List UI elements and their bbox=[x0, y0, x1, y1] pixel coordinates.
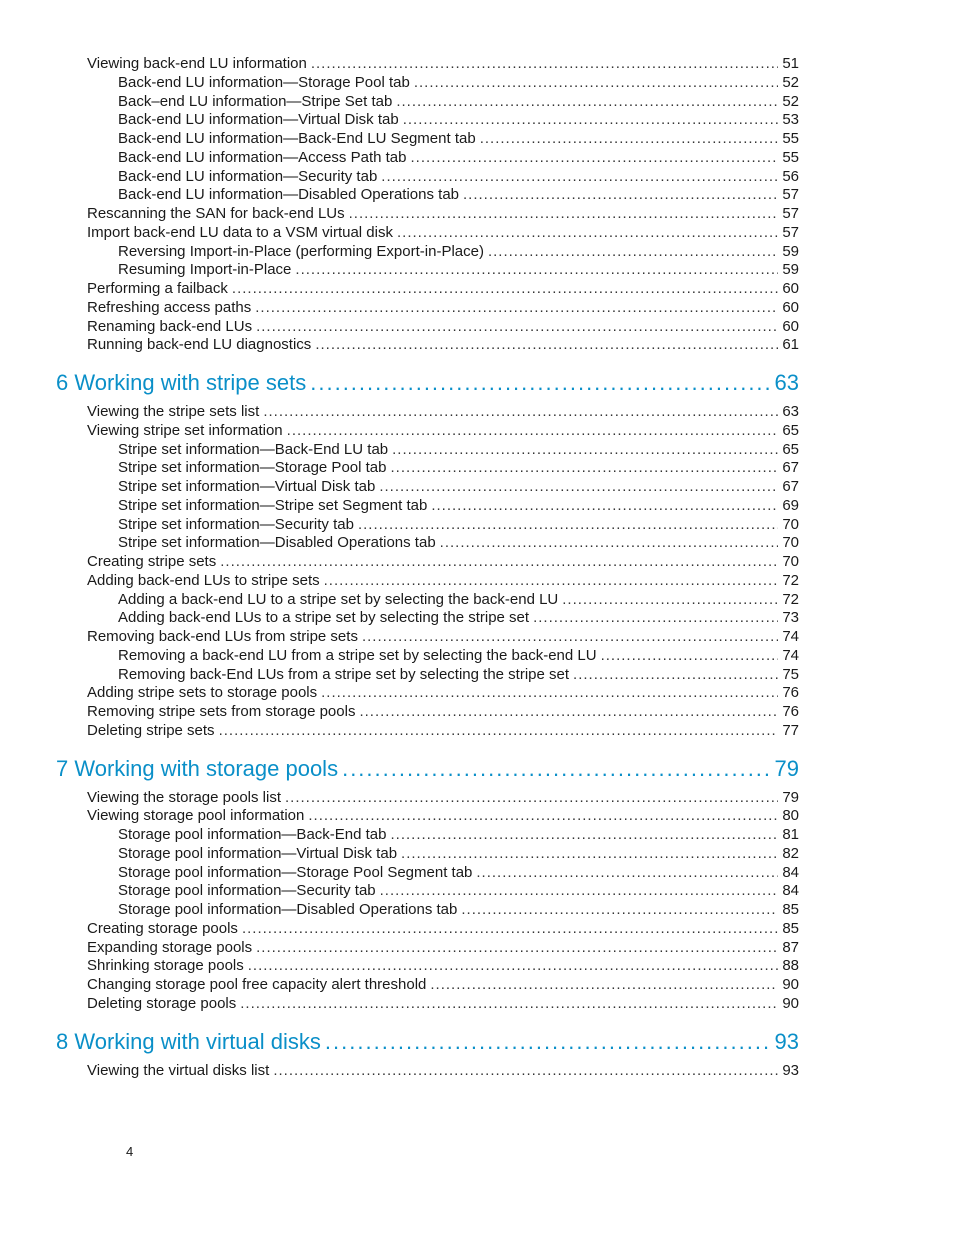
toc-entry-title: Back-end LU information—Storage Pool tab bbox=[118, 73, 410, 91]
toc-entry-page: 60 bbox=[782, 298, 799, 316]
toc-entry-page: 61 bbox=[782, 336, 799, 354]
dot-leader bbox=[410, 148, 778, 167]
dot-leader bbox=[430, 975, 778, 994]
toc-entry-title: Changing storage pool free capacity alert threshold bbox=[87, 976, 427, 993]
dot-leader bbox=[255, 298, 778, 317]
toc-entry-page: 63 bbox=[774, 370, 799, 395]
toc-entry[interactable] bbox=[118, 863, 799, 882]
toc-entry[interactable] bbox=[87, 317, 799, 336]
toc-entry-page: 67 bbox=[782, 478, 799, 495]
dot-leader bbox=[397, 223, 778, 242]
toc-chapter-heading[interactable] bbox=[56, 754, 799, 784]
toc-entry[interactable] bbox=[87, 683, 799, 702]
toc-entry-title: Adding a back-end LU to a stripe set by selecting the back-end LU bbox=[118, 590, 559, 608]
dot-leader bbox=[380, 881, 779, 900]
toc-entry-title: Deleting storage pools bbox=[87, 994, 237, 1012]
toc-entry-page: 72 bbox=[782, 590, 799, 608]
toc-entry[interactable] bbox=[87, 994, 799, 1013]
toc-chapter-heading[interactable] bbox=[56, 1027, 799, 1057]
dot-leader bbox=[242, 919, 778, 938]
dot-leader bbox=[220, 552, 778, 571]
toc-entry-page: 59 bbox=[782, 242, 799, 260]
dot-leader bbox=[381, 167, 778, 186]
toc-entry-page: 70 bbox=[782, 553, 799, 570]
dot-leader bbox=[562, 590, 778, 609]
toc-entry-title: Back-end LU information—Back-End LU Segment tab bbox=[118, 130, 476, 147]
toc-entry-title: Shrinking storage pools bbox=[87, 957, 244, 975]
toc-entry-title: Back–end LU information—Stripe Set tab bbox=[118, 92, 393, 110]
toc-entry-title: Back-end LU information—Access Path tab bbox=[118, 148, 407, 166]
toc-entry-title: Viewing stripe set information bbox=[87, 421, 283, 439]
toc-entry-page: 76 bbox=[782, 703, 799, 720]
dot-leader bbox=[461, 900, 778, 919]
toc-entry-title: Stripe set information—Security tab bbox=[118, 515, 354, 533]
dot-leader bbox=[295, 260, 778, 279]
toc-entry-page: 51 bbox=[782, 55, 799, 72]
dot-leader bbox=[431, 496, 778, 515]
toc-chapter-heading[interactable] bbox=[56, 368, 799, 398]
toc-entry-page: 52 bbox=[782, 73, 799, 91]
toc-entry-page: 74 bbox=[782, 628, 799, 645]
toc-entry-page: 81 bbox=[782, 826, 799, 843]
toc-entry[interactable] bbox=[118, 440, 799, 459]
toc-entry[interactable] bbox=[87, 279, 799, 298]
toc-entry-page: 75 bbox=[782, 665, 799, 683]
dot-leader bbox=[310, 368, 770, 398]
toc-entry-title: Back-end LU information—Disabled Operations tab bbox=[118, 186, 460, 204]
toc-entry-page: 76 bbox=[782, 684, 799, 702]
dot-leader bbox=[379, 477, 778, 496]
toc-entry-title: Creating stripe sets bbox=[87, 553, 217, 570]
toc-entry-page: 80 bbox=[782, 807, 799, 825]
toc-entry-title: Storage pool information—Virtual Disk tab bbox=[118, 844, 398, 862]
toc-entry[interactable] bbox=[118, 92, 799, 111]
toc-entry-title: Viewing the storage pools list bbox=[87, 788, 282, 806]
dot-leader bbox=[480, 129, 779, 148]
dot-leader bbox=[414, 73, 778, 92]
toc-entry-page: 65 bbox=[782, 421, 799, 439]
toc-entry[interactable] bbox=[118, 260, 799, 279]
toc-entry-page: 85 bbox=[782, 919, 799, 937]
toc-entry-page: 90 bbox=[782, 994, 799, 1012]
toc-entry[interactable] bbox=[87, 788, 799, 807]
dot-leader bbox=[440, 533, 779, 552]
toc-entry[interactable] bbox=[87, 919, 799, 938]
toc-entry-page: 84 bbox=[782, 863, 799, 881]
toc-entry[interactable] bbox=[118, 881, 799, 900]
dot-leader bbox=[285, 788, 778, 807]
toc-entry-page: 85 bbox=[782, 901, 799, 918]
toc-entry-title: Storage pool information—Disabled Operations tab bbox=[118, 901, 458, 918]
toc-entry-title: Stripe set information—Stripe set Segment tab bbox=[118, 496, 428, 514]
toc-entry-page: 52 bbox=[782, 92, 799, 110]
toc-entry-title: Stripe set information—Back-End LU tab bbox=[118, 440, 389, 458]
toc-entry[interactable] bbox=[118, 185, 799, 204]
toc-entry-page: 60 bbox=[782, 280, 799, 297]
toc-entry-title: Renaming back-end LUs bbox=[87, 317, 253, 335]
toc-entry-page: 57 bbox=[782, 223, 799, 241]
toc-entry[interactable] bbox=[118, 148, 799, 167]
toc-entry-page: 55 bbox=[782, 148, 799, 166]
toc-entry[interactable] bbox=[87, 223, 799, 242]
dot-leader bbox=[219, 721, 779, 740]
toc-entry[interactable] bbox=[87, 298, 799, 317]
toc-entry-page: 57 bbox=[782, 186, 799, 204]
toc-entry-title: Viewing storage pool information bbox=[87, 807, 305, 825]
dot-leader bbox=[349, 204, 779, 223]
dot-leader bbox=[476, 863, 778, 882]
toc-entry[interactable] bbox=[87, 54, 799, 73]
toc-entry[interactable] bbox=[87, 806, 799, 825]
toc-entry[interactable] bbox=[118, 167, 799, 186]
toc-entry[interactable] bbox=[118, 533, 799, 552]
toc-entry-title: Storage pool information—Security tab bbox=[118, 882, 376, 900]
toc-entry-title: Adding stripe sets to storage pools bbox=[87, 684, 318, 702]
toc-entry[interactable] bbox=[87, 721, 799, 740]
toc-entry-title: Viewing the virtual disks list bbox=[87, 1061, 270, 1079]
toc-entry[interactable] bbox=[118, 515, 799, 534]
toc-entry-title: Running back-end LU diagnostics bbox=[87, 336, 312, 354]
toc-entry-title: Import back-end LU data to a VSM virtual disk bbox=[87, 223, 393, 241]
toc-entry[interactable] bbox=[87, 627, 799, 646]
toc-entry-page: 69 bbox=[782, 496, 799, 514]
toc-entry-title: Performing a failback bbox=[87, 280, 228, 297]
toc-entry[interactable] bbox=[87, 956, 799, 975]
toc-entry-title: Viewing the stripe sets list bbox=[87, 403, 260, 420]
toc-entry[interactable] bbox=[118, 458, 799, 477]
toc-entry-title: Creating storage pools bbox=[87, 919, 238, 937]
toc-entry-page: 77 bbox=[782, 721, 799, 739]
dot-leader bbox=[248, 956, 779, 975]
dot-leader bbox=[573, 665, 778, 684]
dot-leader bbox=[308, 806, 778, 825]
page-number: 4 bbox=[126, 1144, 134, 1159]
toc-entry-page: 90 bbox=[782, 976, 799, 993]
toc-entry-title: Viewing back-end LU information bbox=[87, 55, 307, 72]
dot-leader bbox=[321, 683, 778, 702]
toc-entry[interactable] bbox=[118, 825, 799, 844]
toc-entry-page: 72 bbox=[782, 571, 799, 589]
toc-entry-page: 82 bbox=[782, 844, 799, 862]
toc-entry[interactable] bbox=[87, 702, 799, 721]
toc-entry-title: Storage pool information—Storage Pool Segment tab bbox=[118, 863, 473, 881]
toc-entry[interactable] bbox=[118, 844, 799, 863]
toc-entry-page: 70 bbox=[782, 534, 799, 552]
toc-entry-page: 63 bbox=[782, 403, 799, 420]
dot-leader bbox=[401, 844, 778, 863]
toc-entry[interactable] bbox=[87, 1061, 799, 1080]
toc-entry[interactable] bbox=[87, 335, 799, 354]
toc-entry[interactable] bbox=[87, 402, 799, 421]
toc-entry-page: 59 bbox=[782, 261, 799, 279]
toc-entry[interactable] bbox=[118, 242, 799, 261]
toc-entry-title: Adding back-end LUs to stripe sets bbox=[87, 571, 320, 589]
toc-entry-title: Adding back-end LUs to a stripe set by selecting the stripe set bbox=[118, 609, 530, 627]
toc-entry-page: 87 bbox=[782, 938, 799, 956]
toc-entry-title: 8 Working with virtual disks bbox=[56, 1028, 321, 1054]
toc-entry-page: 56 bbox=[782, 167, 799, 185]
toc-entry-title: Rescanning the SAN for back-end LUs bbox=[87, 205, 345, 222]
dot-leader bbox=[256, 938, 778, 957]
toc-entry-title: Refreshing access paths bbox=[87, 298, 252, 316]
toc-entry[interactable] bbox=[118, 477, 799, 496]
toc-entry[interactable] bbox=[118, 608, 799, 627]
dot-leader bbox=[533, 608, 778, 627]
toc-entry-page: 84 bbox=[782, 882, 799, 900]
toc-entry-page: 74 bbox=[782, 646, 799, 664]
dot-leader bbox=[390, 458, 778, 477]
dot-leader bbox=[601, 646, 779, 665]
dot-leader bbox=[396, 92, 778, 111]
toc-entry-title: Expanding storage pools bbox=[87, 938, 253, 956]
toc-entry[interactable] bbox=[118, 900, 799, 919]
toc-entry[interactable] bbox=[118, 73, 799, 92]
dot-leader bbox=[256, 317, 778, 336]
dot-leader bbox=[392, 440, 778, 459]
toc-entry[interactable] bbox=[118, 129, 799, 148]
toc-entry[interactable] bbox=[87, 938, 799, 957]
dot-leader bbox=[263, 402, 778, 421]
toc-entry-title: Removing back-end LUs from stripe sets bbox=[87, 628, 358, 645]
dot-leader bbox=[325, 1027, 771, 1057]
toc-entry-page: 93 bbox=[782, 1061, 799, 1079]
dot-leader bbox=[273, 1061, 778, 1080]
toc-entry-title: Reversing Import-in-Place (performing Export-in-Place) bbox=[118, 242, 484, 260]
toc-entry-page: 57 bbox=[782, 205, 799, 222]
dot-leader bbox=[311, 54, 778, 73]
toc-entry-page: 79 bbox=[774, 755, 799, 781]
toc-entry-page: 67 bbox=[782, 459, 799, 477]
toc-entry-page: 70 bbox=[782, 515, 799, 533]
toc-entry-page: 73 bbox=[782, 609, 799, 627]
toc-entry-page: 88 bbox=[782, 957, 799, 975]
dot-leader bbox=[240, 994, 778, 1013]
toc-entry-title: Back-end LU information—Virtual Disk tab bbox=[118, 111, 399, 129]
dot-leader bbox=[403, 110, 779, 129]
toc-entry-page: 65 bbox=[782, 440, 799, 458]
toc-entry-title: Resuming Import-in-Place bbox=[118, 261, 292, 279]
toc-entry-title: Stripe set information—Disabled Operations tab bbox=[118, 534, 436, 552]
toc-entry-title: Removing a back-end LU from a stripe set by selecting the back-end LU bbox=[118, 646, 597, 664]
toc-entry[interactable] bbox=[118, 665, 799, 684]
dot-leader bbox=[362, 627, 778, 646]
toc-entry-title: Removing back-End LUs from a stripe set by selecting the stripe set bbox=[118, 665, 570, 683]
dot-leader bbox=[390, 825, 778, 844]
dot-leader bbox=[358, 515, 778, 534]
toc-entry-page: 55 bbox=[782, 130, 799, 147]
dot-leader bbox=[342, 754, 770, 784]
toc-entry-title: 6 Working with stripe sets bbox=[56, 370, 307, 395]
toc-entry-page: 60 bbox=[782, 317, 799, 335]
dot-leader bbox=[359, 702, 778, 721]
toc-entry-title: Stripe set information—Virtual Disk tab bbox=[118, 478, 376, 495]
toc-entry-title: Stripe set information—Storage Pool tab bbox=[118, 459, 387, 477]
toc-entry[interactable] bbox=[118, 496, 799, 515]
toc-entry-page: 79 bbox=[782, 788, 799, 806]
dot-leader bbox=[488, 242, 778, 261]
toc-entry[interactable] bbox=[87, 552, 799, 571]
toc-entry[interactable] bbox=[118, 646, 799, 665]
toc-entry-page: 93 bbox=[774, 1028, 799, 1054]
toc-entry-title: Deleting stripe sets bbox=[87, 721, 215, 739]
toc-entry-page: 53 bbox=[782, 111, 799, 129]
toc-entry[interactable] bbox=[87, 204, 799, 223]
dot-leader bbox=[232, 279, 778, 298]
toc-entry-title: 7 Working with storage pools bbox=[56, 755, 339, 781]
toc-entry-title: Back-end LU information—Security tab bbox=[118, 167, 378, 185]
dot-leader bbox=[315, 335, 778, 354]
toc-entry[interactable] bbox=[118, 110, 799, 129]
toc-entry[interactable] bbox=[118, 590, 799, 609]
toc-entry[interactable] bbox=[87, 571, 799, 590]
toc-entry[interactable] bbox=[87, 421, 799, 440]
dot-leader bbox=[287, 421, 779, 440]
toc-entry-title: Removing stripe sets from storage pools bbox=[87, 703, 356, 720]
dot-leader bbox=[463, 185, 778, 204]
toc-entry[interactable] bbox=[87, 975, 799, 994]
dot-leader bbox=[324, 571, 779, 590]
toc-entry-title: Storage pool information—Back-End tab bbox=[118, 826, 387, 843]
